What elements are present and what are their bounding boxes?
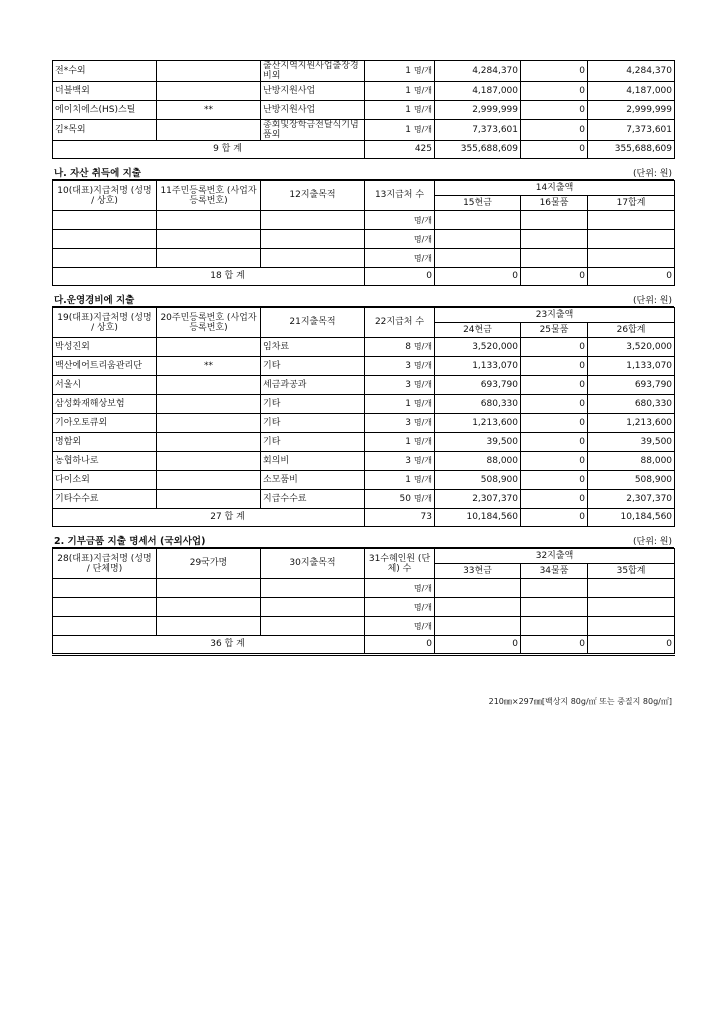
s2-total-goods: 0 — [521, 636, 588, 655]
da-total-cash: 10,184,560 — [435, 509, 521, 527]
section-2-heading: 2. 기부금품 지출 명세서 (국외사업) — [54, 536, 206, 547]
s2-unit-3: 명/개 — [365, 617, 435, 636]
count-value: 1 — [405, 437, 411, 447]
count-unit: 명/개 — [413, 105, 432, 114]
count-unit: 명/개 — [413, 475, 432, 484]
section-na-heading: 나. 자산 취득에 지출 — [54, 168, 141, 179]
payee-count — [365, 376, 435, 395]
da-table-row — [53, 433, 675, 452]
count-unit: 명/개 — [413, 66, 432, 75]
payee-count — [365, 101, 435, 120]
section-2-unit: (단위: 원) — [633, 537, 672, 547]
top-total-goods: 0 — [521, 141, 588, 159]
payee-count — [365, 82, 435, 101]
na-unit-1: 명/개 — [365, 211, 435, 230]
da-table-row — [53, 452, 675, 471]
total-amount: 1,133,070 — [588, 357, 675, 376]
na-empty-row — [53, 230, 675, 249]
top-total-label: 9 합 계 — [53, 141, 365, 159]
count-unit: 명/개 — [413, 399, 432, 408]
paper-spec-footer: 210㎜×297㎜[백상지 80g/㎡ 또는 중질지 80g/㎡] — [488, 697, 672, 706]
cash-amount: 1,133,070 — [435, 357, 521, 376]
da-h-total: 26합계 — [588, 323, 675, 338]
cash-amount: 508,900 — [435, 471, 521, 490]
expense-purpose: 출산지역지원사업출장경비외 — [261, 61, 365, 82]
total-amount: 2,307,370 — [588, 490, 675, 509]
payee-name: 에이치에스(HS)스틸 — [53, 101, 157, 120]
payee-name: 농협하나로 — [53, 452, 157, 471]
s2-h-country: 29국가명 — [157, 549, 261, 579]
total-amount: 39,500 — [588, 433, 675, 452]
na-h-cash: 15현금 — [435, 196, 521, 211]
cash-amount: 7,373,601 — [435, 120, 521, 141]
cash-amount: 88,000 — [435, 452, 521, 471]
section-na-table — [52, 180, 675, 286]
da-h-purpose: 21지출목적 — [261, 308, 365, 338]
na-total-cash: 0 — [435, 268, 521, 286]
top-total-cash: 355,688,609 — [435, 141, 521, 159]
expense-purpose: 기타 — [261, 395, 365, 414]
da-table-row — [53, 338, 675, 357]
payee-count — [365, 452, 435, 471]
section-na-title — [52, 159, 674, 180]
expense-purpose: 난방지원사업 — [261, 101, 365, 120]
s2-h-goods: 34물품 — [521, 564, 588, 579]
s2-total-cash: 0 — [435, 636, 521, 655]
da-h-count: 22지급처 수 — [365, 308, 435, 338]
s2-total-count: 0 — [365, 636, 435, 655]
count-value: 1 — [405, 105, 411, 115]
expense-purpose: 난방지원사업 — [261, 82, 365, 101]
registration-number — [157, 471, 261, 490]
top-table — [52, 60, 675, 159]
count-value: 3 — [405, 380, 411, 390]
cash-amount: 680,330 — [435, 395, 521, 414]
count-unit: 명/개 — [413, 494, 432, 503]
goods-amount: 0 — [521, 452, 588, 471]
total-amount: 680,330 — [588, 395, 675, 414]
s2-empty-row — [53, 617, 675, 636]
section-2-table — [52, 548, 675, 656]
da-h-amount: 23지출액 — [435, 308, 675, 323]
section-da-heading: 다.운영경비에 지출 — [54, 295, 135, 306]
payee-count — [365, 357, 435, 376]
expense-purpose: 총회및장학금전달식기념품외 — [261, 120, 365, 141]
expense-purpose: 임차료 — [261, 338, 365, 357]
payee-count — [365, 338, 435, 357]
count-value: 1 — [405, 86, 411, 96]
section-na-unit: (단위: 원) — [633, 169, 672, 179]
registration-number — [157, 338, 261, 357]
na-h-purpose: 12지출목적 — [261, 181, 365, 211]
goods-amount: 0 — [521, 395, 588, 414]
na-total-label: 18 합 계 — [53, 268, 365, 286]
na-h-reg: 11주민등록번호 (사업자등록번호) — [157, 181, 261, 211]
payee-count — [365, 395, 435, 414]
payee-count — [365, 414, 435, 433]
registration-number — [157, 452, 261, 471]
total-amount: 4,284,370 — [588, 61, 675, 82]
count-value: 1 — [405, 125, 411, 135]
count-unit: 명/개 — [413, 125, 432, 134]
count-value: 3 — [405, 361, 411, 371]
na-total-sum: 0 — [588, 268, 675, 286]
goods-amount: 0 — [521, 61, 588, 82]
registration-number — [157, 82, 261, 101]
na-total-row — [53, 268, 675, 286]
na-h-goods: 16물품 — [521, 196, 588, 211]
cash-amount: 4,187,000 — [435, 82, 521, 101]
top-total-count: 425 — [365, 141, 435, 159]
cash-amount: 39,500 — [435, 433, 521, 452]
cash-amount: 3,520,000 — [435, 338, 521, 357]
section-2-title — [52, 527, 674, 548]
s2-h-total: 35합계 — [588, 564, 675, 579]
total-amount: 88,000 — [588, 452, 675, 471]
goods-amount: 0 — [521, 433, 588, 452]
expense-purpose: 기타 — [261, 357, 365, 376]
payee-name: 전*수외 — [53, 61, 157, 82]
registration-number — [157, 490, 261, 509]
top-table-row — [53, 101, 675, 120]
na-h-total: 17합계 — [588, 196, 675, 211]
expense-purpose: 세금과공과 — [261, 376, 365, 395]
s2-h-purpose: 30지출목적 — [261, 549, 365, 579]
da-h-goods: 25물품 — [521, 323, 588, 338]
da-total-row — [53, 509, 675, 527]
count-value: 8 — [405, 342, 411, 352]
na-unit-3: 명/개 — [365, 249, 435, 268]
na-h-name: 10(대표)지급처명 (성명 / 상호) — [53, 181, 157, 211]
payee-name: 김*목외 — [53, 120, 157, 141]
payee-count — [365, 61, 435, 82]
da-total-sum: 10,184,560 — [588, 509, 675, 527]
top-table-row — [53, 120, 675, 141]
registration-number: ** — [157, 357, 261, 376]
s2-total-label: 36 합 계 — [53, 636, 365, 655]
payee-count — [365, 120, 435, 141]
registration-number — [157, 433, 261, 452]
payee-name: 삼성화재해상보험 — [53, 395, 157, 414]
payee-name: 다이소외 — [53, 471, 157, 490]
da-h-reg: 20주민등록번호 (사업자등록번호) — [157, 308, 261, 338]
expense-purpose: 기타 — [261, 414, 365, 433]
count-value: 50 — [399, 494, 411, 504]
total-amount: 4,187,000 — [588, 82, 675, 101]
count-value: 1 — [405, 475, 411, 485]
s2-h-cash: 33현금 — [435, 564, 521, 579]
registration-number — [157, 61, 261, 82]
payee-name: 기아오토큐외 — [53, 414, 157, 433]
na-empty-row — [53, 249, 675, 268]
count-unit: 명/개 — [413, 418, 432, 427]
payee-name: 서울시 — [53, 376, 157, 395]
s2-empty-row — [53, 579, 675, 598]
payee-count — [365, 490, 435, 509]
count-value: 3 — [405, 456, 411, 466]
da-table-row — [53, 357, 675, 376]
total-amount: 693,790 — [588, 376, 675, 395]
count-unit: 명/개 — [413, 86, 432, 95]
s2-h-count: 31수혜인원 (단체) 수 — [365, 549, 435, 579]
goods-amount: 0 — [521, 471, 588, 490]
total-amount: 3,520,000 — [588, 338, 675, 357]
s2-h-name: 28(대표)지급처명 (성명 / 단체명) — [53, 549, 157, 579]
total-amount: 508,900 — [588, 471, 675, 490]
payee-name: 기타수수료 — [53, 490, 157, 509]
registration-number — [157, 414, 261, 433]
total-amount: 1,213,600 — [588, 414, 675, 433]
s2-unit-2: 명/개 — [365, 598, 435, 617]
top-total-sum: 355,688,609 — [588, 141, 675, 159]
da-table-row — [53, 414, 675, 433]
top-total-row — [53, 141, 675, 159]
top-table-row — [53, 61, 675, 82]
goods-amount: 0 — [521, 376, 588, 395]
cash-amount: 2,999,999 — [435, 101, 521, 120]
form-page — [52, 60, 674, 656]
top-table-row — [53, 82, 675, 101]
s2-unit-1: 명/개 — [365, 579, 435, 598]
payee-name: 명함외 — [53, 433, 157, 452]
total-amount: 2,999,999 — [588, 101, 675, 120]
expense-purpose: 기타 — [261, 433, 365, 452]
cash-amount: 1,213,600 — [435, 414, 521, 433]
cash-amount: 4,284,370 — [435, 61, 521, 82]
registration-number — [157, 120, 261, 141]
cash-amount: 693,790 — [435, 376, 521, 395]
na-unit-2: 명/개 — [365, 230, 435, 249]
s2-h-amount: 32지출액 — [435, 549, 675, 564]
na-total-goods: 0 — [521, 268, 588, 286]
cash-amount: 2,307,370 — [435, 490, 521, 509]
payee-count — [365, 471, 435, 490]
count-value: 1 — [405, 66, 411, 76]
registration-number — [157, 395, 261, 414]
count-value: 3 — [405, 418, 411, 428]
da-table-row — [53, 376, 675, 395]
goods-amount: 0 — [521, 490, 588, 509]
total-amount: 7,373,601 — [588, 120, 675, 141]
count-value: 1 — [405, 399, 411, 409]
goods-amount: 0 — [521, 357, 588, 376]
expense-purpose: 지급수수료 — [261, 490, 365, 509]
count-unit: 명/개 — [413, 342, 432, 351]
goods-amount: 0 — [521, 414, 588, 433]
section-da-title — [52, 286, 674, 307]
da-table-row — [53, 490, 675, 509]
count-unit: 명/개 — [413, 437, 432, 446]
expense-purpose: 회의비 — [261, 452, 365, 471]
s2-empty-row — [53, 598, 675, 617]
payee-count — [365, 433, 435, 452]
da-h-name: 19(대표)지급처명 (성명 / 상호) — [53, 308, 157, 338]
count-unit: 명/개 — [413, 456, 432, 465]
s2-total-row — [53, 636, 675, 655]
count-unit: 명/개 — [413, 380, 432, 389]
da-table-row — [53, 395, 675, 414]
na-h-amount: 14지출액 — [435, 181, 675, 196]
section-da-unit: (단위: 원) — [633, 296, 672, 306]
count-unit: 명/개 — [413, 361, 432, 370]
goods-amount: 0 — [521, 101, 588, 120]
na-empty-row — [53, 211, 675, 230]
da-total-label: 27 합 계 — [53, 509, 365, 527]
payee-name: 백산에어트리움관리단 — [53, 357, 157, 376]
goods-amount: 0 — [521, 82, 588, 101]
na-total-count: 0 — [365, 268, 435, 286]
da-h-cash: 24현금 — [435, 323, 521, 338]
registration-number — [157, 376, 261, 395]
na-h-count: 13지급처 수 — [365, 181, 435, 211]
expense-purpose: 소모품비 — [261, 471, 365, 490]
da-total-goods: 0 — [521, 509, 588, 527]
da-total-count: 73 — [365, 509, 435, 527]
registration-number: ** — [157, 101, 261, 120]
payee-name: 박성진외 — [53, 338, 157, 357]
payee-name: 더블백외 — [53, 82, 157, 101]
goods-amount: 0 — [521, 338, 588, 357]
goods-amount: 0 — [521, 120, 588, 141]
s2-total-sum: 0 — [588, 636, 675, 655]
section-da-table — [52, 307, 675, 527]
da-table-row — [53, 471, 675, 490]
